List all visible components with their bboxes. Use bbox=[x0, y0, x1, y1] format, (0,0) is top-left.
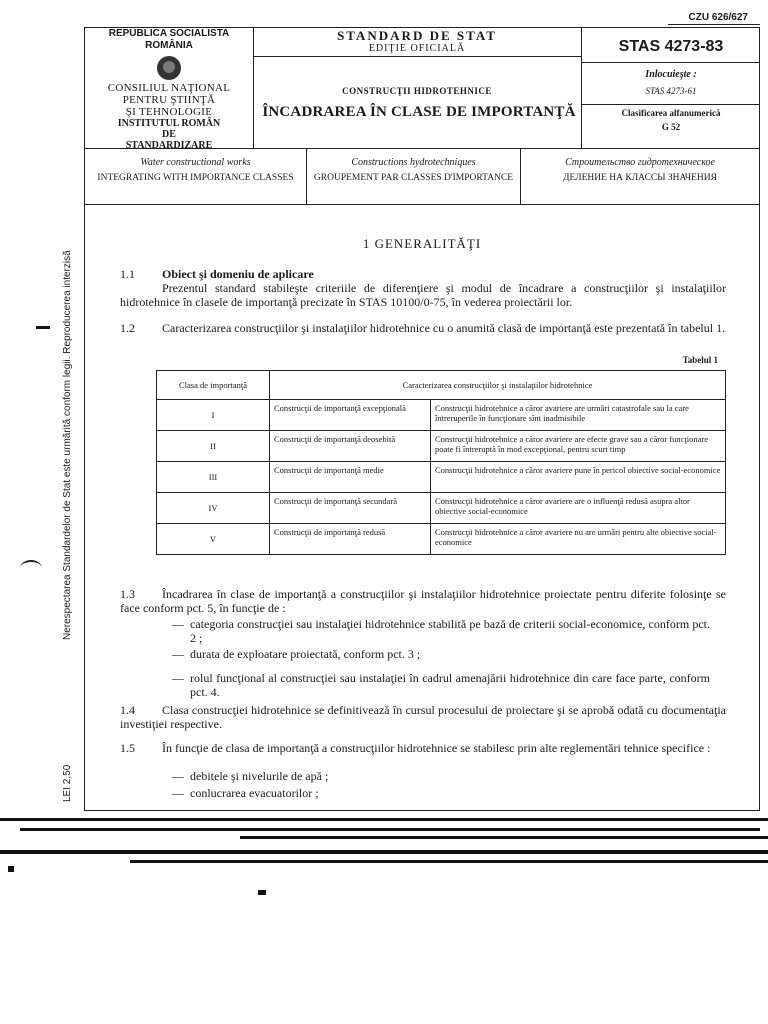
table-row bbox=[157, 524, 726, 555]
table-row bbox=[157, 462, 726, 493]
standard-header bbox=[84, 27, 760, 149]
list-item: categoria construcţiei sau instalaţiei hidrotehnice stabilită pe bază de criterii social-economice, conform pct. 2 ; bbox=[190, 617, 710, 645]
scan-mark bbox=[130, 860, 768, 863]
scan-mark bbox=[0, 818, 768, 821]
table-cell-desc: Construcţii hidrotehnice a căror avariere are o influenţă redusă asupra altor obiective social-economice bbox=[431, 493, 726, 524]
table-header-row bbox=[157, 371, 726, 400]
paragraph-1-5: În funcţie de clasa de importanţă a construcţiilor hidrotehnice se stabilesc prin alte reglementări tehnice specifice : bbox=[162, 741, 711, 755]
emblem-icon bbox=[157, 56, 181, 80]
price-label: LEI 2,50 bbox=[62, 764, 73, 802]
list-dash: — bbox=[172, 647, 184, 661]
legal-side-note: Nerespectarea Standardelor de Stat este urmărită conform legii. Reproducerea interzisă bbox=[62, 250, 73, 640]
replaces-label: Inlocuieşte : bbox=[645, 69, 697, 80]
list-item: rolul funcţional al construcţiei sau instalaţiei în cadrul amenajării hidrotehnice din care face parte, conform pct. 4. bbox=[190, 671, 710, 699]
translation-lang: Строительство гидротехническое bbox=[565, 157, 715, 168]
scan-mark bbox=[0, 850, 768, 854]
paragraph-number: 1.2 bbox=[120, 321, 135, 335]
scan-mark bbox=[258, 890, 266, 895]
council-line-1: CONSILIUL NAŢIONAL bbox=[107, 82, 231, 94]
importance-class-table bbox=[156, 370, 726, 555]
republic-name: REPUBLICA SOCIALISTA ROMÂNIA bbox=[108, 28, 230, 51]
table-cell-type: Construcţii de importanţă secundară bbox=[270, 493, 431, 524]
list-dash: — bbox=[172, 769, 184, 783]
title-translations bbox=[84, 149, 760, 205]
list-item: durata de exploatare proiectată, conform pct. 3 ; bbox=[190, 647, 421, 661]
table-cell-desc: Construcţii hidrotehnice a căror avariere pune în pericol obiective social-economice bbox=[431, 462, 726, 493]
category-label: CONSTRUCŢII HIDROTEHNICE bbox=[342, 86, 492, 96]
paragraph-text: Prezentul standard stabileşte criteriile de diferenţiere şi modul de încadrare a construcţiilor şi instalaţiilor hidrotehnice în clasele de importanţă precizate în STAS 10100/0-75, în vederea proiectării lor. bbox=[120, 281, 726, 309]
institute-line-1: INSTITUTUL ROMÂN bbox=[117, 118, 221, 129]
translation-french bbox=[307, 149, 521, 204]
table-cell-type: Construcţii de importanţă redusă bbox=[270, 524, 431, 555]
table-cell-type: Construcţii de importanţă medie bbox=[270, 462, 431, 493]
institute-line-3: STANDARDIZARE bbox=[125, 140, 213, 151]
paragraph-number: 1.5 bbox=[120, 741, 135, 755]
czu-code: CZU 626/627 bbox=[688, 12, 748, 23]
stas-block bbox=[581, 28, 760, 148]
table-cell-desc: Construcţii hidrotehnice a căror avariere are efecte grave sau a căror funcţionare poate fi întreruptă în mod excepţional, pentru scurt timp bbox=[431, 431, 726, 462]
table-row bbox=[157, 431, 726, 462]
translation-title: INTEGRATING WITH IMPORTANCE CLASSES bbox=[97, 173, 294, 183]
paragraph-number: 1.4 bbox=[120, 703, 135, 717]
list-dash: — bbox=[172, 671, 184, 685]
paragraph-1-4: Clasa construcţiei hidrotehnice se definitivează în cursul procesului de proiectare şi se aprobă odată cu documentaţia investiţiei respective. bbox=[120, 703, 726, 731]
table-cell-class: III bbox=[157, 462, 270, 493]
table-cell-type: Construcţii de importanţă deosebită bbox=[270, 431, 431, 462]
divider bbox=[582, 62, 760, 63]
divider bbox=[253, 56, 581, 57]
table-cell-desc: Construcţii hidrotehnice a căror avariere nu are urmări pentru alte obiective social-economice bbox=[431, 524, 726, 555]
table-row bbox=[157, 493, 726, 524]
paragraph-1-2: Caracterizarea construcţiilor şi instalaţiilor hidrotehnice cu o anumită clasă de importanţă este prezentată în tabelul 1. bbox=[162, 321, 726, 335]
scan-mark bbox=[20, 560, 42, 576]
paragraph-1-3: Încadrarea în clase de importanţă a construcţiilor şi instalaţiilor hidrotehnice proiectate pentru diferite folosinţe se face conform pct. 5, în funcţie de : bbox=[120, 587, 726, 615]
list-item: conlucrarea evacuatorilor ; bbox=[190, 786, 319, 800]
paragraph-number: 1.1 bbox=[120, 267, 135, 281]
translation-lang: Constructions hydrotechniques bbox=[351, 157, 476, 168]
table-label: Tabelul 1 bbox=[682, 355, 718, 365]
paragraph-number: 1.3 bbox=[120, 587, 135, 601]
document-title: ÎNCADRAREA ÎN CLASE DE IMPORTANŢĂ bbox=[262, 104, 576, 120]
table-cell-class: II bbox=[157, 431, 270, 462]
table-cell-class: V bbox=[157, 524, 270, 555]
translation-title: ДЕЛЕНИЕ НА КЛАССЫ ЗНАЧЕНИЯ bbox=[563, 173, 717, 183]
paragraph-heading: Obiect şi domeniu de aplicare bbox=[162, 267, 314, 281]
replaces-value: STAS 4273-61 bbox=[645, 86, 697, 96]
scan-mark bbox=[36, 326, 50, 329]
table-cell-type: Construcţii de importanţă excepţională bbox=[270, 400, 431, 431]
table-cell-desc: Construcţii hidrotehnice a căror avariere are urmări catastrofale sau la care întreruperile în funcţionare sînt inadmisibile bbox=[431, 400, 726, 431]
list-dash: — bbox=[172, 786, 184, 800]
classification-value: G 52 bbox=[661, 122, 681, 132]
standard-title: STANDARD DE STAT bbox=[337, 28, 497, 43]
institute-line-2: DE bbox=[162, 129, 176, 140]
section-title: 1 GENERALITĂŢI bbox=[362, 236, 482, 251]
scan-mark bbox=[20, 828, 760, 831]
edition-label: EDIŢIE OFICIALĂ bbox=[368, 43, 466, 54]
stas-number: STAS 4273-83 bbox=[618, 38, 724, 55]
translation-english bbox=[85, 149, 307, 204]
table-cell-class: I bbox=[157, 400, 270, 431]
list-item: debitele şi nivelurile de apă ; bbox=[190, 769, 329, 783]
paragraph-1-1 bbox=[162, 267, 722, 281]
table-header: Caracterizarea construcţiilor şi instalaţiilor hidrotehnice bbox=[270, 371, 726, 400]
scan-mark bbox=[8, 866, 14, 872]
translation-title: GROUPEMENT PAR CLASSES D'IMPORTANCE bbox=[313, 173, 514, 183]
divider bbox=[582, 104, 760, 105]
council-line-3: ŞI TEHNOLOGIE bbox=[125, 106, 213, 118]
council-line-2: PENTRU ŞTIINŢĂ bbox=[122, 94, 216, 106]
table-row bbox=[157, 400, 726, 431]
table-cell-class: IV bbox=[157, 493, 270, 524]
classification-label: Clasificarea alfanumerică bbox=[621, 108, 721, 118]
issuer-block bbox=[85, 28, 254, 151]
translation-lang: Water constructional works bbox=[140, 157, 251, 168]
divider bbox=[668, 24, 760, 25]
translation-russian bbox=[521, 149, 759, 204]
scan-mark bbox=[240, 836, 768, 839]
list-dash: — bbox=[172, 617, 184, 631]
table-header: Clasa de importanţă bbox=[157, 371, 270, 400]
